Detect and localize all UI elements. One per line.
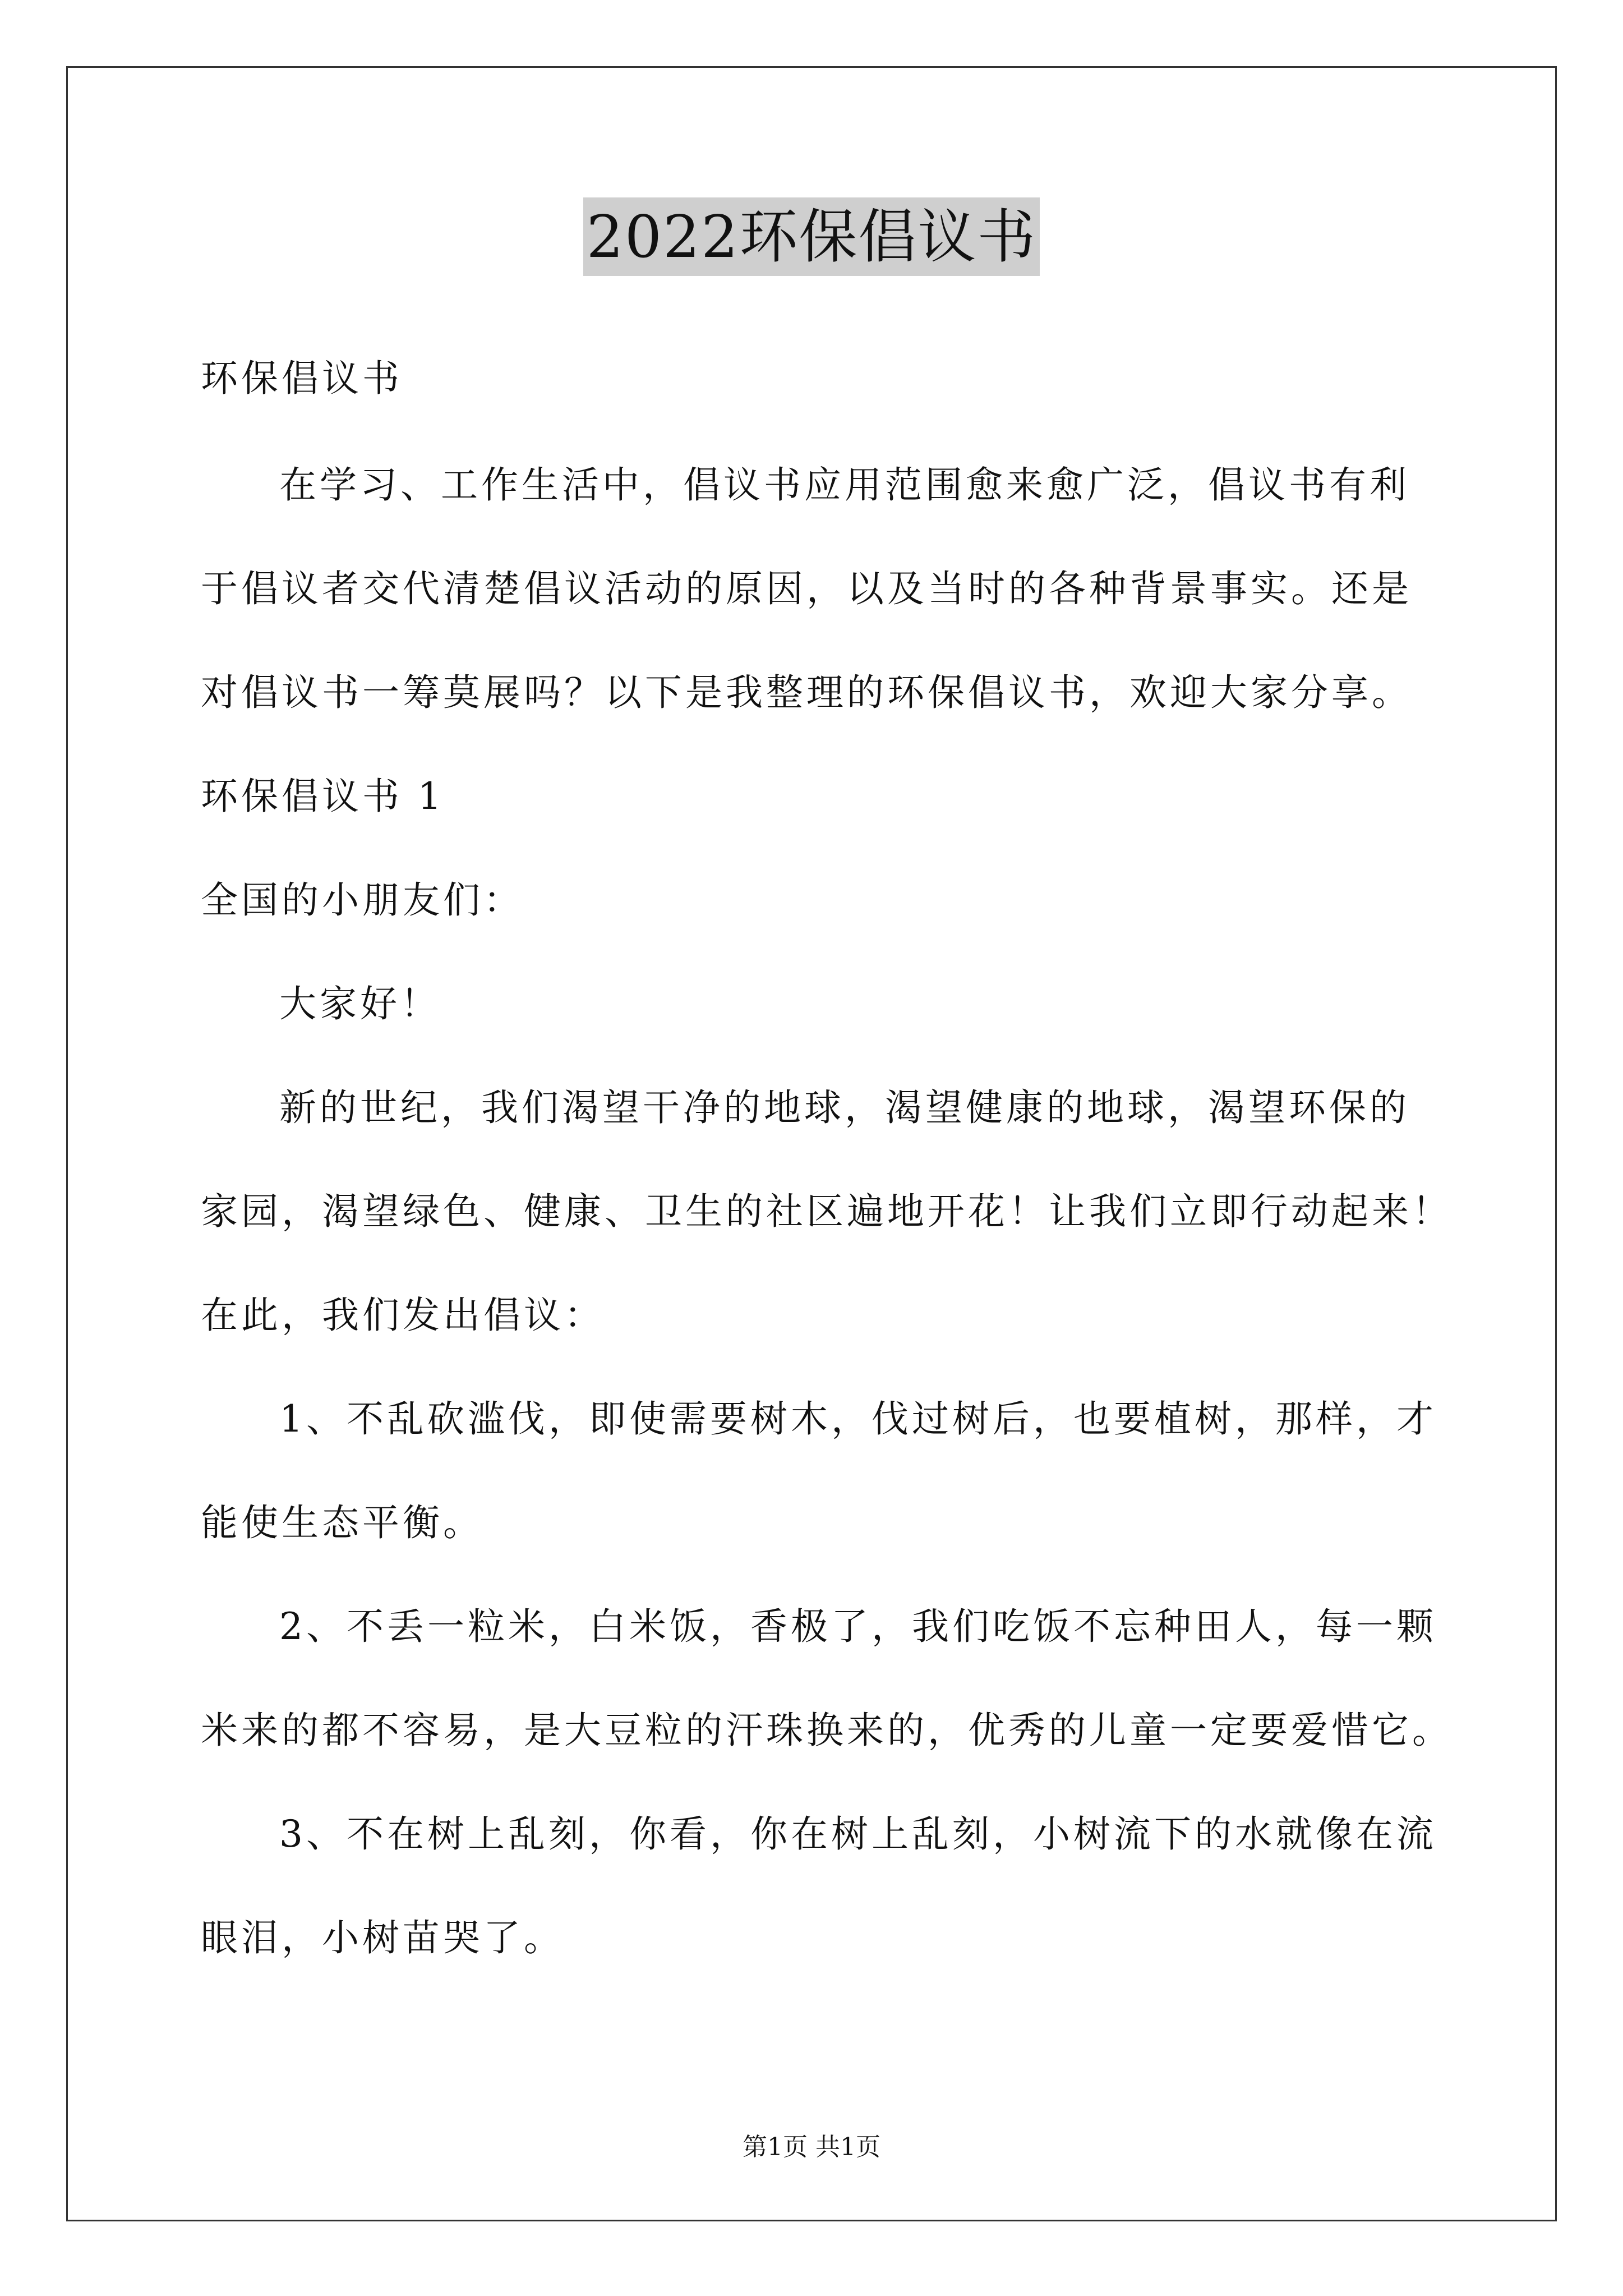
list-item-line: 3、不在树上乱刻，你看，你在树上乱刻，小树流下的水就像在流 <box>279 1812 1437 1856</box>
list-item-line: 2、不丢一粒米，白米饭，香极了，我们吃饭不忘种田人，每一颗 <box>279 1605 1437 1648</box>
list-item-line: 能使生态平衡。 <box>201 1501 483 1544</box>
section-heading: 环保倡议书 <box>201 357 403 400</box>
list-item-line: 1、不乱砍滥伐，即使需要树木，伐过树后，也要植树，那样，才 <box>279 1397 1437 1441</box>
section-heading: 环保倡议书 1 <box>201 775 445 818</box>
paragraph-line: 在学习、工作生活中，倡议书应用范围愈来愈广泛，倡议书有利 <box>279 463 1410 507</box>
paragraph-line: 于倡议者交代清楚倡议活动的原因，以及当时的各种背景事实。还是 <box>201 567 1412 610</box>
paragraph-line: 家园，渴望绿色、健康、卫生的社区遍地开花！让我们立即行动起来！ <box>201 1190 1453 1233</box>
greeting: 大家好！ <box>279 982 441 1025</box>
paragraph-line: 对倡议书一筹莫展吗？以下是我整理的环保倡议书，欢迎大家分享。 <box>201 671 1412 714</box>
paragraph-line: 新的世纪，我们渴望干净的地球，渴望健康的地球，渴望环保的 <box>279 1086 1410 1129</box>
salutation: 全国的小朋友们： <box>201 878 524 922</box>
page-footer: 第1页 共1页 <box>743 2133 880 2161</box>
list-item-line: 眼泪，小树苗哭了。 <box>201 1916 564 1959</box>
list-item-line: 米来的都不容易，是大豆粒的汗珠换来的，优秀的儿童一定要爱惜它。 <box>201 1709 1453 1752</box>
paragraph-line: 在此，我们发出倡议： <box>201 1294 605 1337</box>
title-container <box>0 197 1623 276</box>
document-title: 2022环保倡议书 <box>583 197 1040 276</box>
